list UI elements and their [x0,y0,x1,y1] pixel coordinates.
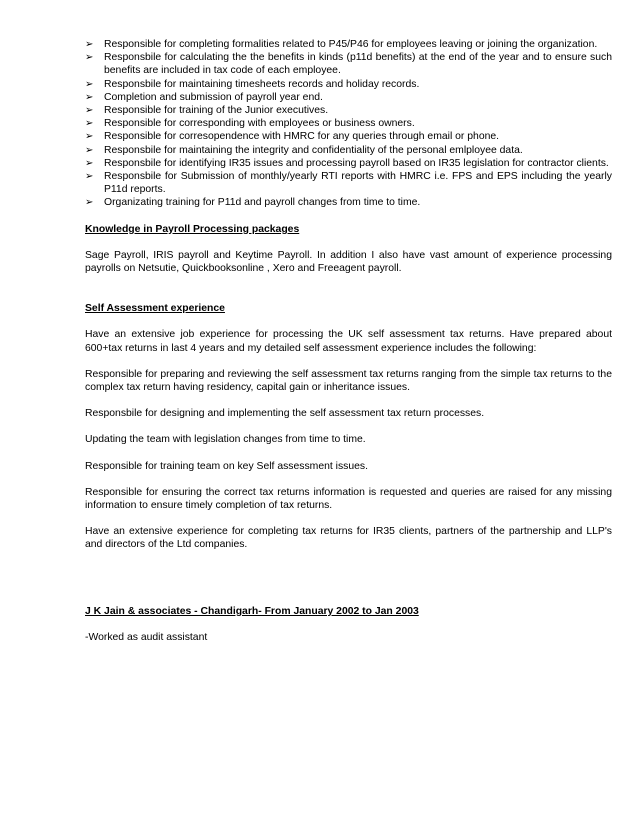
job-description: -Worked as audit assistant [85,631,208,643]
arrow-bullet-icon: ➢ [85,91,94,103]
list-item: ➢ Responsbile for identifying IR35 issues and processing payroll based on IR35 legislation for contractor clients. [85,157,609,169]
arrow-bullet-icon: ➢ [85,171,94,183]
list-item: ➢ Organizating training for P11d and payroll changes from time to time. [85,197,421,209]
list-item: ➢ Responsible for training of the Junior executives. [85,105,329,117]
list-item: ➢ Responsbile for maintaining the integrity and confidentiality of the personal emlployee data. [85,144,523,156]
arrow-bullet-icon: ➢ [85,105,94,117]
self-assessment-paragraph: Responsible for training team on key Self assessment issues. [85,460,368,472]
arrow-bullet-icon: ➢ [85,52,94,64]
job-heading: J K Jain & associates - Chandigarh- From January 2002 to Jan 2003 [85,605,419,617]
arrow-bullet-icon: ➢ [85,144,94,156]
self-assessment-paragraph: Have an extensive job experience for processing the UK self assessment tax returns. Have prepared about 600+tax returns in last 4 years and my detailed self assessment experience includes the following: [85,329,612,354]
arrow-bullet-icon: ➢ [85,118,94,130]
responsibilities-list [85,38,612,210]
self-assessment-heading: Self Assessment experience [85,303,225,315]
list-item: ➢ Responsbile for calculating the the benefits in kinds (p11d benefits) at the end of the year and to ensure such benefits are included in tax code of each employee. [85,52,612,77]
arrow-bullet-icon: ➢ [85,157,94,169]
list-item: ➢ Responsible for corresopendence with HMRC for any queries through email or phone. [85,131,500,143]
arrow-bullet-icon: ➢ [85,131,94,143]
self-assessment-paragraph: Responsible for preparing and reviewing the self assessment tax returns ranging from the simple tax returns to the complex tax return having residency, capital gain or inheritance issues. [85,368,612,394]
payroll-packages-text: Sage Payroll, IRIS payroll and Keytime Payroll. In addition I also have vast amount of experience processing payrolls on Netsutie, Quickbooksonline , Xero and Freeagent payroll. [85,249,612,275]
list-item: ➢ Responsbile for Submission of monthly/yearly RTI reports with HMRC i.e. FPS and EPS including the yearly P11d reports. [85,171,612,196]
payroll-packages-heading: Knowledge in Payroll Processing packages [85,223,300,235]
list-item: ➢ Responsbile for maintaining timesheets records and holiday records. [85,78,420,90]
arrow-bullet-icon: ➢ [85,39,94,50]
list-item: ➢ Responsible for completing formalities related to P45/P46 for employees leaving or joining the organization. [85,39,598,50]
list-item: ➢ Completion and submission of payroll year end. [85,91,323,103]
self-assessment-paragraph: Have an extensive experience for completing tax returns for IR35 clients, partners of the partnership and LLP's and directors of the Ltd companies. [85,526,612,551]
self-assessment-paragraph: Updating the team with legislation changes from time to time. [85,434,366,446]
self-assessment-paragraph: Responsbile for designing and implementing the self assessment tax return processes. [85,408,485,420]
arrow-bullet-icon: ➢ [85,197,94,209]
self-assessment-paragraph: Responsible for ensuring the correct tax returns information is requested and queries are raised for any missing information to ensure timely completion of tax returns. [85,486,612,512]
arrow-bullet-icon: ➢ [85,78,94,90]
list-item: ➢ Responsible for corresponding with employees or business owners. [85,118,415,130]
